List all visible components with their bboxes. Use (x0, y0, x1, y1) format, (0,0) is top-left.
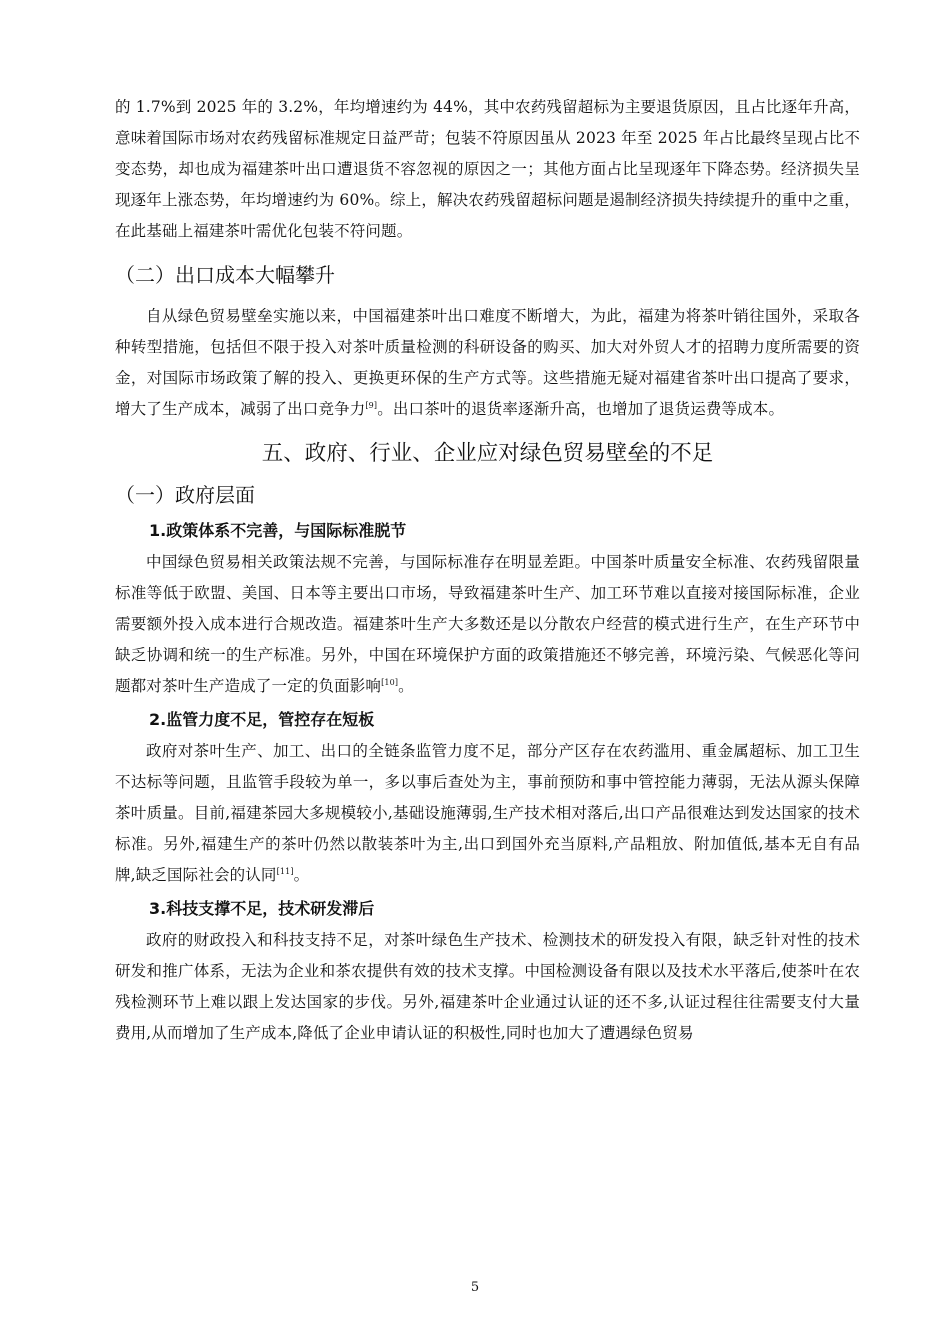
paragraph-supervision (115, 736, 860, 891)
paragraph-tech-support: 政府的财政投入和科技支持不足，对茶叶绿色生产技术、检测技术的研发投入有限，缺乏针对性的技术研发和推广体系，无法为企业和茶农提供有效的技术支撑。中国检测设备有限以及技术水平落后,使茶叶在农残检测环节上难以跟上发达国家的步伐。另外,福建茶叶企业通过认证的还不多,认证过程往往需要支付大量费用,从而增加了生产成本,降低了企业申请认证的积极性,同时也加大了遭遇绿色贸易 (115, 931, 860, 1042)
paragraph-tail: 。出口茶叶的退货率逐渐升高，也增加了退货运费等成本。 (377, 400, 785, 418)
paragraph-return-analysis: 的 1.7%到 2025 年的 3.2%，年均增速约为 44%，其中农药残留超标为主要退货原因，且占比逐年升高，意味着国际市场对农药残留标准规定日益严苛；包装不符原因虽从 2023 年至 2025 年占比最终呈现占比不变态势，却也成为福建茶叶出口遭退货不容忽视的原因之一；其他方面占比呈现逐年下降态势。经济损失呈现逐年上涨态势，年均增速约为 60%。综上，解决农药残留超标问题是遏制经济损失持续提升的重中之重，在此基础上福建茶叶需优化包装不符问题。 (115, 98, 860, 240)
page-number: 5 (470, 1280, 480, 1295)
heading-government-level: （一）政府层面 (115, 483, 255, 507)
citation-ref: [10] (381, 677, 399, 687)
heading-export-cost: （二）出口成本大幅攀升 (115, 263, 335, 287)
heading-tech-support: 3.科技支撑不足，技术研发滞后 (149, 899, 375, 918)
paragraph-text: 政府对茶叶生产、加工、出口的全链条监管力度不足，部分产区存在农药滥用、重金属超标、加工卫生不达标等问题，且监管手段较为单一，多以事后查处为主，事前预防和事中管控能力薄弱，无法从源头保障茶叶质量。目前,福建茶园大多规模较小,基础设施薄弱,生产技术相对落后,出口产品很难达到发达国家的技术标准。另外,福建生产的茶叶仍然以散装茶叶为主,出口到国外充当原料,产品粗放、附加值低,基本无自有品牌,缺乏国际社会的认同 (115, 742, 860, 884)
heading-supervision: 2.监管力度不足，管控存在短板 (149, 710, 375, 729)
paragraph-text: 自从绿色贸易壁垒实施以来，中国福建茶叶出口难度不断增大，为此，福建为将茶叶销往国外，采取各种转型措施，包括但不限于投入对茶叶质量检测的科研设备的购买、加大对外贸人才的招聘力度所需要的资金，对国际市场政策了解的投入、更换更环保的生产方式等。这些措施无疑对福建省茶叶出口提高了要求，增大了生产成本，减弱了出口竞争力 (115, 307, 860, 418)
paragraph-policy-system (115, 547, 860, 702)
heading-section-5: 五、政府、行业、企业应对绿色贸易壁垒的不足 (261, 441, 714, 466)
page-content (115, 92, 860, 1049)
citation-ref: [11] (276, 866, 294, 876)
heading-policy-system: 1.政策体系不完善，与国际标准脱节 (149, 521, 407, 540)
paragraph-export-cost (115, 301, 860, 425)
paragraph-tail: 。 (398, 677, 414, 695)
paragraph-text: 中国绿色贸易相关政策法规不完善，与国际标准存在明显差距。中国茶叶质量安全标准、农药残留限量标准等低于欧盟、美国、日本等主要出口市场，导致福建茶叶生产、加工环节难以直接对接国际标准，企业需要额外投入成本进行合规改造。福建茶叶生产大多数还是以分散农户经营的模式进行生产，在生产环节中缺乏协调和统一的生产标准。另外，中国在环境保护方面的政策措施还不够完善，环境污染、气候恶化等问题都对茶叶生产造成了一定的负面影响 (115, 553, 860, 695)
paragraph-tail: 。 (293, 866, 310, 884)
citation-ref: [9] (365, 400, 378, 410)
